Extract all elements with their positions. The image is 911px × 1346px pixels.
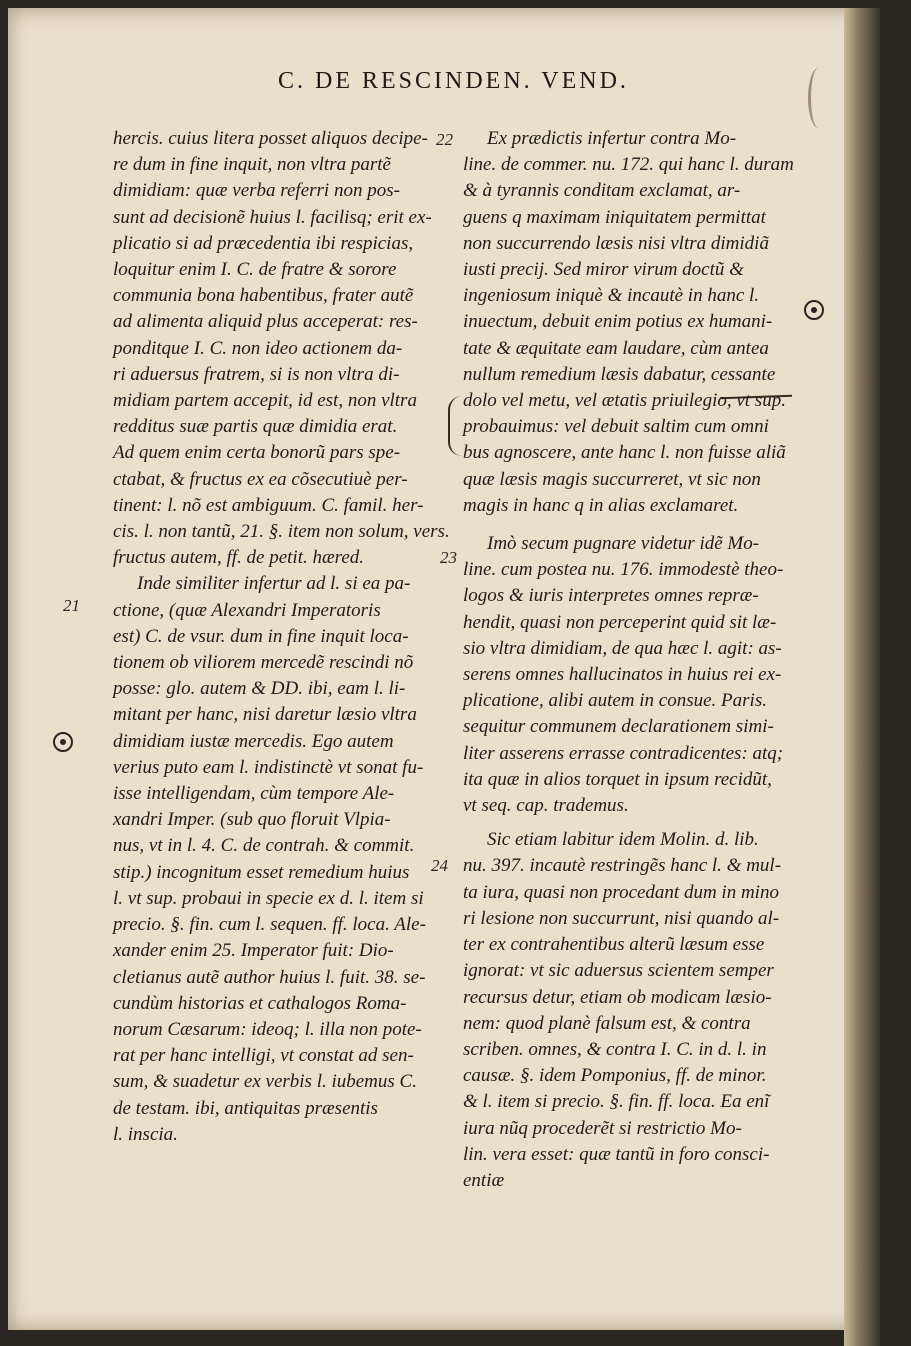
text-line: ri lesione non succurrunt, nisi quando al-	[463, 907, 780, 929]
margin-number-21: 21	[63, 596, 80, 615]
left-paragraph-2	[113, 571, 435, 1147]
text-line: nus, vt in l. 4. C. de contrah. & commit.	[113, 835, 415, 857]
text-line: de testam. ibi, antiquitas præsentis	[113, 1097, 378, 1119]
text-line: tionem ob viliorem mercedẽ rescindi nõ	[113, 652, 414, 674]
text-line: sio vltra dimidiam, de qua hæc l. agit: as-	[463, 637, 782, 659]
right-paragraph-3	[463, 827, 798, 1194]
manuscript-circle-mark	[53, 732, 73, 752]
text-line: nullum remedium læsis dabatur, cessante	[463, 363, 776, 385]
text-line: verius puto eam l. indistinctè vt sonat fu-	[113, 756, 424, 778]
text-line: norum Cæsarum: ideoq; l. illa non pote-	[113, 1018, 422, 1040]
text-line: isse intelligendam, cùm tempore Ale-	[113, 783, 395, 805]
text-line: guens q maximam iniquitatem permittat	[463, 206, 766, 228]
text-line: ingeniosum iniquè & incautè in hanc l.	[463, 285, 760, 307]
text-line: plicatio si ad præcedentia ibi respicias,	[113, 232, 414, 254]
text-line: entiæ	[463, 1169, 505, 1191]
text-line: loquitur enim I. C. de fratre & sorore	[113, 259, 397, 281]
text-line: communia bona habentibus, frater autẽ	[113, 285, 414, 307]
text-line: ctione, (quæ Alexandri Imperatoris	[113, 599, 381, 621]
text-line: ponditque I. C. non ideo actionem da-	[113, 337, 403, 359]
text-line: iusti precij. Sed miror virum doctũ &	[463, 259, 744, 281]
margin-number-22: 22	[436, 130, 453, 149]
text-line: re dum in fine inquit, non vltra partẽ	[113, 154, 391, 176]
text-line: ri aduersus fratrem, si is non vltra di-	[113, 363, 400, 385]
text-line: line. de commer. nu. 172. qui hanc l. duram	[463, 154, 794, 176]
text-line: logos & iuris interpretes omnes repræ-	[463, 585, 759, 607]
text-line: scriben. omnes, & contra I. C. in d. l. in	[463, 1038, 767, 1060]
text-line: precio. §. fin. cum l. sequen. ff. loca. Ale-	[113, 914, 426, 936]
text-line: & l. item si precio. §. fin. ff. loca. Ea enĩ	[463, 1091, 770, 1113]
text-line: cundùm historias et cathalogos Roma-	[113, 992, 407, 1014]
text-line: vt seq. cap. trademus.	[463, 795, 629, 817]
text-line: tate & æquitate eam laudare, cùm antea	[463, 337, 769, 359]
text-line: nu. 397. incautè restringẽs hanc l. & mul-	[463, 855, 782, 877]
text-line: midiam partem accepit, id est, non vltra	[113, 390, 417, 412]
text-line: sunt ad decisionẽ huius l. facilisq; erit ex-	[113, 206, 432, 228]
text-line: line. cum postea nu. 176. immodestè theo-	[463, 559, 784, 581]
text-line: ctabat, & fructus ex ea cõsecutiuè per-	[113, 468, 408, 490]
text-line: Inde similiter infertur ad l. si ea pa-	[137, 573, 411, 595]
text-line: xander enim 25. Imperator fuit: Dio-	[113, 940, 394, 962]
text-line: dolo vel metu, vel ætatis priuilegio, vt sup.	[463, 390, 786, 412]
running-header: C. DE RESCINDEN. VEND.	[278, 68, 629, 94]
text-line: bus agnoscere, ante hanc l. non fuisse aliã	[463, 442, 786, 464]
right-paragraph-1	[463, 126, 798, 519]
text-line: ignorat: vt sic aduersus scientem semper	[463, 960, 774, 982]
text-line: l. vt sup. probaui in specie ex d. l. item si	[113, 887, 424, 909]
text-line: fructus autem, ff. de petit. hæred.	[113, 547, 365, 569]
text-line: causæ. §. idem Pomponius, ff. de minor.	[463, 1065, 767, 1087]
text-line: nem: quod planè falsum est, & contra	[463, 1012, 751, 1034]
text-line: Ex prædictis infertur contra Mo-	[487, 128, 737, 149]
text-line: stip.) incognitum esset remedium huius	[113, 861, 410, 883]
page-gutter	[844, 8, 880, 1346]
right-paragraph-2	[463, 531, 798, 819]
text-line: hendit, quasi non perceperint quid sit læ-	[463, 611, 777, 633]
text-line: ita quæ in alios torquet in ipsum recidũt,	[463, 768, 772, 790]
text-line: inuectum, debuit enim potius ex humani-	[463, 311, 773, 333]
right-column	[463, 126, 798, 1194]
text-line: & à tyrannis conditam exclamat, ar-	[463, 180, 741, 202]
text-line: dimidiam iustæ mercedis. Ego autem	[113, 730, 394, 752]
text-line: hercis. cuius litera posset aliquos decipe-	[113, 128, 428, 149]
text-line: rat per hanc intelligi, vt constat ad sen-	[113, 1045, 414, 1067]
text-line: plicatione, alibi autem in consue. Paris.	[463, 690, 767, 712]
text-line: probauimus: vel debuit saltim cum omni	[463, 416, 769, 438]
manuscript-bracket	[448, 396, 464, 456]
text-line: posse: glo. autem & DD. ibi, eam l. li-	[113, 678, 406, 700]
text-line: recursus detur, etiam ob modicam læsio-	[463, 986, 772, 1008]
ink-stain	[808, 68, 829, 128]
text-line: non succurrendo læsis nisi vltra dimidiã	[463, 232, 769, 254]
text-line: Ad quem enim certa bonorũ pars spe-	[113, 442, 401, 464]
text-line: cis. l. non tantũ, 21. §. item non solum, vers.	[113, 521, 450, 543]
text-line: cletianus autẽ author huius l. fuit. 38. se-	[113, 966, 426, 988]
text-line: lin. vera esset: quæ tantũ in foro consci-	[463, 1143, 770, 1165]
text-line: ter ex contrahentibus alterũ læsum esse	[463, 934, 765, 956]
margin-number-23: 23	[440, 548, 457, 567]
text-line: redditus suæ partis quæ dimidia erat.	[113, 416, 398, 438]
text-line: quæ læsis magis succurreret, vt sic non	[463, 468, 761, 490]
text-line: xandri Imper. (sub quo floruit Vlpia-	[113, 809, 391, 831]
text-line: mitant per hanc, nisi daretur læsio vltra	[113, 704, 417, 726]
text-line: sum, & suadetur ex verbis l. iubemus C.	[113, 1071, 417, 1093]
text-line: ta iura, quasi non procedant dum in mino	[463, 881, 779, 903]
text-line: ad alimenta aliquid plus acceperat: res-	[113, 311, 418, 333]
book-page	[8, 8, 880, 1330]
text-line: Imò secum pugnare videtur idẽ Mo-	[487, 533, 760, 555]
text-line: serens omnes hallucinatos in huius rei ex-	[463, 664, 782, 686]
text-line: magis in hanc q in alias exclamaret.	[463, 494, 739, 516]
text-line: sequitur communem declarationem simi-	[463, 716, 774, 738]
text-line: tinent: l. nõ est ambiguum. C. famil. her-	[113, 494, 424, 516]
text-line: Sic etiam labitur idem Molin. d. lib.	[487, 829, 759, 851]
margin-number-24: 24	[431, 856, 448, 875]
text-line: l. inscia.	[113, 1123, 178, 1145]
text-line: liter asserens errasse contradicentes: atq;	[463, 742, 784, 764]
text-line: est) C. de vsur. dum in fine inquit loca-	[113, 625, 409, 647]
text-line: dimidiam: quæ verba referri non pos-	[113, 180, 400, 202]
text-line: iura nũq procederẽt si restrictio Mo-	[463, 1117, 742, 1139]
manuscript-circle-mark	[804, 300, 824, 320]
